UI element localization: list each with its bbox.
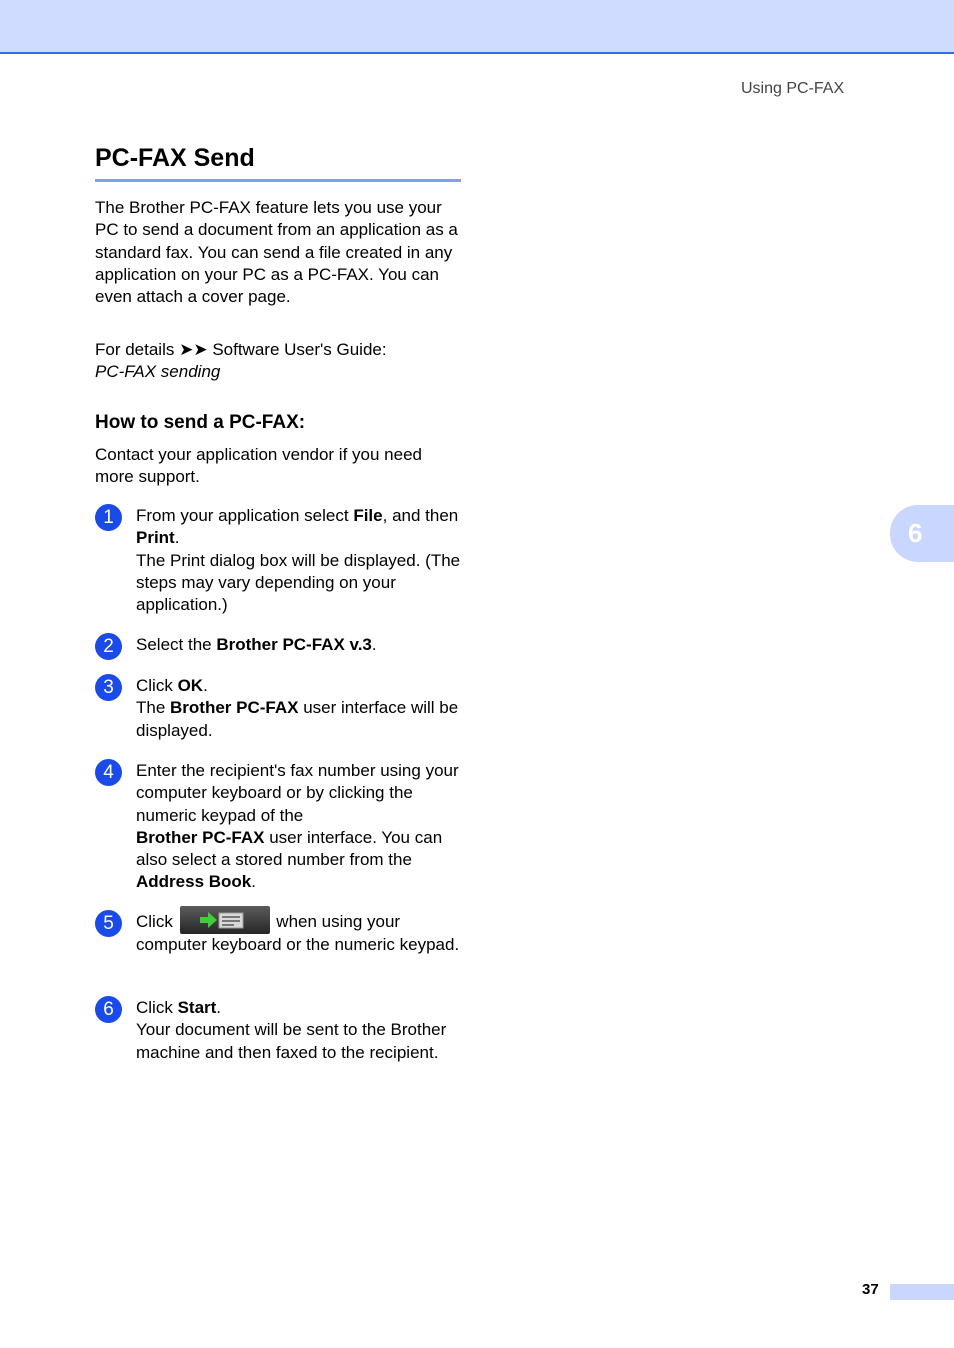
address-book-label: Address Book	[136, 872, 252, 892]
section-title: PC-FAX Send	[95, 144, 461, 182]
details-ref: Software User's Guide:	[207, 340, 387, 359]
step-number-badge: 4	[95, 759, 122, 786]
step-number-badge: 5	[95, 910, 122, 937]
page-number: 37	[862, 1281, 879, 1298]
step-text-part: , and then	[382, 506, 459, 525]
intro-paragraph: The Brother PC-FAX feature lets you use your PC to send a document from an application as a standard fax. You can send a file created in any application on your PC as a PC-FAX. You can even attach a cover page.	[95, 198, 458, 307]
step-text-part: Your document will be sent to the Brother machine and then faxed to the recipient.	[136, 1020, 447, 1062]
app-name: Brother PC-FAX	[136, 827, 265, 847]
step-text-part: when using your computer keyboard or the numeric keypad.	[136, 912, 460, 954]
step-text-part: Select the	[136, 635, 217, 654]
step-text-part: .	[371, 635, 377, 654]
top-header-band	[0, 0, 954, 54]
step-text	[136, 675, 466, 742]
step-text-part: user interface will be displayed.	[136, 698, 459, 740]
running-header: Using PC-FAX	[741, 80, 845, 97]
send-fax-button-image	[180, 906, 270, 934]
howto-note: Contact your application vendor if you need more support.	[95, 445, 422, 487]
step-text-part: From your application select	[136, 506, 354, 525]
app-name: Brother PC-FAX	[170, 698, 299, 718]
step-text-part: .	[203, 676, 208, 695]
step-number-badge: 6	[95, 996, 122, 1023]
step-text-part: Enter the recipient's fax number using your computer keyboard or by clicking the numeric keypad of the	[136, 761, 459, 825]
step-number-badge: 2	[95, 633, 122, 660]
details-ref-topic: PC-FAX sending	[95, 362, 221, 382]
step-text-part: Click	[136, 676, 178, 695]
step-text-part: .	[174, 528, 180, 548]
step-text-part: The Print dialog box will be displayed. (The steps may vary depending on your application.)	[136, 550, 461, 615]
printer-name: Brother PC-FAX v.3	[216, 635, 372, 654]
chapter-tab: 6	[890, 505, 954, 562]
step-number-badge: 3	[95, 674, 122, 701]
menu-print: Print	[136, 528, 175, 548]
page-number-bar	[890, 1284, 954, 1300]
menu-file: File	[353, 506, 383, 525]
step-text-part: .	[216, 998, 222, 1017]
step-text-part: Click	[136, 998, 178, 1017]
details-reference	[95, 339, 461, 384]
step-text-part: user interface. You can also select a stored number from the	[136, 827, 443, 870]
step-text-part: Click	[136, 912, 178, 931]
step-text-part: The	[136, 698, 171, 718]
step-text	[136, 760, 466, 894]
howto-heading: How to send a PC-FAX:	[95, 412, 306, 433]
step-number-badge: 1	[95, 504, 122, 531]
step-text	[136, 505, 466, 616]
step-text	[136, 911, 466, 956]
step-text	[136, 997, 466, 1064]
start-label: Start	[177, 998, 217, 1017]
send-arrow-icon	[198, 909, 252, 931]
details-prefix: For details	[95, 340, 180, 359]
step-text	[136, 634, 466, 656]
ok-label: OK	[177, 676, 204, 695]
double-arrow-icon: ➤➤	[179, 340, 208, 359]
step-text-part: .	[251, 872, 256, 892]
